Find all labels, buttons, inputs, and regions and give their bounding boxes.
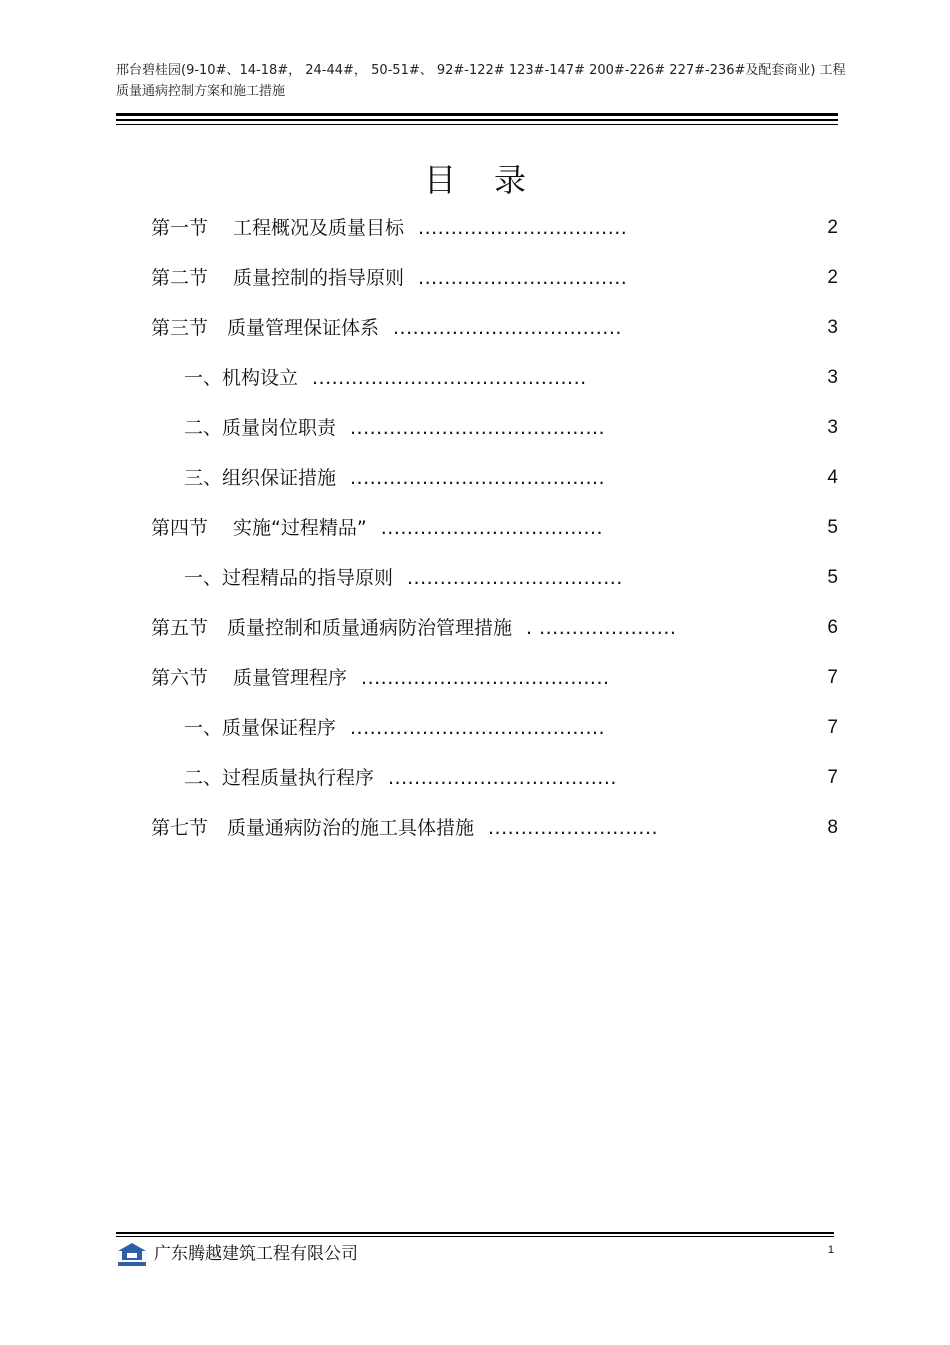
toc-entry-label: 一、质量保证程序 — [184, 717, 337, 739]
toc-entry-page: 5 — [827, 567, 838, 588]
page-title: 目录 — [423, 161, 564, 199]
toc-entry[interactable] — [151, 815, 658, 841]
toc-entry-label: 第二节 质量控制的指导原则 — [151, 267, 405, 289]
toc-entry[interactable] — [151, 515, 603, 541]
header-line-1: 邢台碧桂园(9-10#、14-18#， 24-44#， 50-51#、 92#-122# 123#-147# 200#-226# 227#-236#及配套商业) 工程 — [116, 63, 846, 78]
toc-entry-page: 7 — [827, 767, 838, 788]
toc-entry-leader: ....................................... — [350, 467, 606, 489]
toc-entry[interactable] — [151, 615, 676, 641]
toc-entry-leader: ....................................... — [350, 417, 606, 439]
toc-entry-label: 三、组织保证措施 — [184, 467, 337, 489]
toc-entry[interactable] — [184, 715, 605, 741]
toc-entry-leader: ....................................... — [350, 717, 606, 739]
footer-page-number: 1 — [827, 1244, 834, 1256]
footer-rule-thick — [116, 1232, 834, 1234]
toc-entry-page: 2 — [827, 217, 838, 238]
toc-entry-leader: ...................................... — [361, 667, 610, 689]
toc-entry-page: 8 — [827, 817, 838, 838]
toc-entry-label: 第三节 质量管理保证体系 — [151, 317, 380, 339]
toc-entry-leader: . ..................... — [526, 617, 677, 639]
toc-entry-leader: .................................. — [380, 517, 604, 539]
toc-entry-label: 二、过程质量执行程序 — [184, 767, 375, 789]
toc-entry-page: 6 — [827, 617, 838, 638]
toc-entry-label: 第五节 质量控制和质量通病防治管理措施 — [151, 617, 513, 639]
toc-entry-leader: .......................................... — [312, 367, 587, 389]
header-rule-hair — [116, 124, 838, 125]
footer-rule-thin — [116, 1236, 834, 1237]
footer-company-name: 广东腾越建筑工程有限公司 — [154, 1244, 358, 1264]
toc-entry[interactable] — [151, 665, 610, 691]
toc-entry-page: 4 — [827, 467, 838, 488]
toc-entry-label: 二、质量岗位职责 — [184, 417, 337, 439]
company-logo-icon — [116, 1241, 148, 1267]
toc-entry[interactable] — [151, 215, 627, 241]
toc-entry[interactable] — [184, 415, 605, 441]
toc-entry-leader: ................................ — [418, 217, 628, 239]
toc-entry[interactable] — [151, 265, 627, 291]
toc-entry[interactable] — [184, 565, 623, 591]
toc-entry-label: 第七节 质量通病防治的施工具体措施 — [151, 817, 475, 839]
toc-entry-label: 第一节 工程概况及质量目标 — [151, 217, 405, 239]
toc-entry-leader: ................................. — [407, 567, 623, 589]
toc-entry-leader: ................................ — [418, 267, 628, 289]
toc-entry-leader: ................................... — [388, 767, 617, 789]
toc-entry-leader: .......................... — [488, 817, 659, 839]
toc-entry[interactable] — [184, 465, 605, 491]
toc-entry-page: 3 — [827, 317, 838, 338]
header-title — [116, 60, 846, 102]
toc-entry-label: 第四节 实施“过程精品” — [151, 517, 367, 539]
toc-entry[interactable] — [184, 765, 617, 791]
toc-entry-page: 5 — [827, 517, 838, 538]
toc-entry-label: 一、机构设立 — [184, 367, 299, 389]
toc-entry-page: 3 — [827, 367, 838, 388]
header-rule-thin — [116, 119, 838, 121]
toc-entry-page: 3 — [827, 417, 838, 438]
toc-entry-label: 第六节 质量管理程序 — [151, 667, 348, 689]
toc-entry-page: 2 — [827, 267, 838, 288]
toc-entry-page: 7 — [827, 667, 838, 688]
toc-entry-page: 7 — [827, 717, 838, 738]
toc-entry[interactable] — [184, 365, 587, 391]
toc-entry[interactable] — [151, 315, 622, 341]
header-line-2: 质量通病控制方案和施工措施 — [116, 84, 286, 99]
toc-entry-leader: ................................... — [393, 317, 622, 339]
header-rule-thick — [116, 113, 838, 116]
toc-entry-label: 一、过程精品的指导原则 — [184, 567, 394, 589]
